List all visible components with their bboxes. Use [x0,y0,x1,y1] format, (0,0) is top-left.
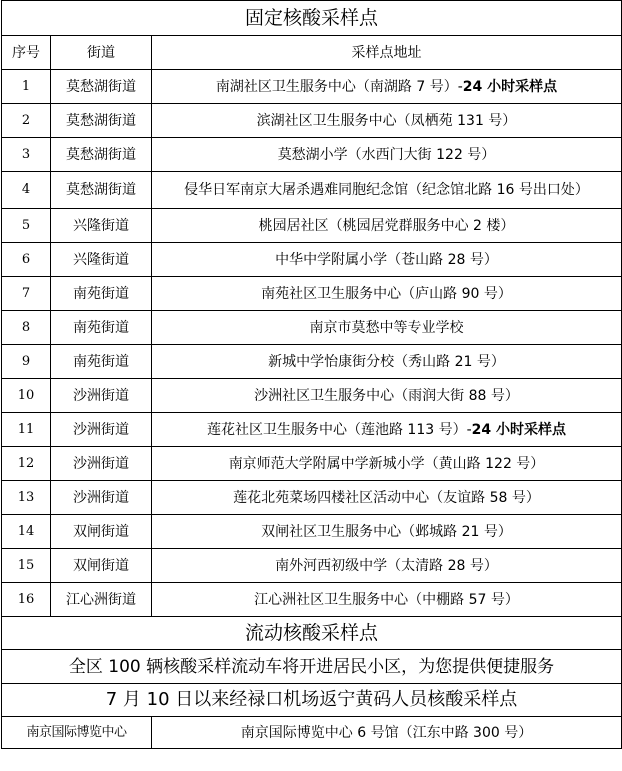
row-address [152,172,622,209]
row-number: 11 [2,413,51,447]
row-number: 7 [2,277,51,311]
header-no: 序号 [2,36,51,70]
row-number: 15 [2,549,51,583]
row-number: 9 [2,345,51,379]
row-street: 沙洲街道 [51,413,152,447]
row-address [152,549,622,583]
row-address [152,379,622,413]
row-street: 莫愁湖街道 [51,138,152,172]
address-text: 滨湖社区卫生服务中心（凤栖苑 131 号） [256,112,517,129]
table-row [2,481,622,515]
airport-sites-title-row [2,684,622,717]
row-street: 莫愁湖街道 [51,104,152,138]
twenty-four-hour-badge: 24 小时采样点 [471,421,567,438]
address-text: 莫愁湖小学（水西门大街 122 号） [277,146,496,163]
row-address [152,209,622,243]
row-number: 13 [2,481,51,515]
row-street: 莫愁湖街道 [51,70,152,104]
row-street: 双闸街道 [51,515,152,549]
row-street: 沙洲街道 [51,481,152,515]
mobile-sites-title-row [2,617,622,650]
row-street: 兴隆街道 [51,209,152,243]
row-street: 江心洲街道 [51,583,152,617]
address-text: 莲花北苑菜场四楼社区活动中心（友谊路 58 号） [233,489,540,506]
address-text: 南京师范大学附属中学新城小学（黄山路 122 号） [228,455,545,472]
address-text: 桃园居社区（桃园居党群服务中心 2 楼） [258,217,515,234]
address-text: 南湖社区卫生服务中心（南湖路 7 号）- [215,78,463,95]
table-row [2,243,622,277]
sampling-sites-table [1,0,622,749]
row-address [152,515,622,549]
table-row [2,413,622,447]
row-number: 3 [2,138,51,172]
table-row [2,172,622,209]
row-number: 2 [2,104,51,138]
address-text: 南苑社区卫生服务中心（庐山路 90 号） [261,285,512,302]
row-number: 16 [2,583,51,617]
table-header-row [2,36,622,70]
row-address [152,413,622,447]
table-row [2,583,622,617]
table-row [2,379,622,413]
header-address: 采样点地址 [152,36,622,70]
row-address [152,345,622,379]
row-address [152,104,622,138]
twenty-four-hour-badge: 24 小时采样点 [462,78,558,95]
mobile-sites-title: 流动核酸采样点 [2,617,622,650]
row-address [152,70,622,104]
address-text: 沙洲社区卫生服务中心（雨润大街 88 号） [254,387,519,404]
row-street: 南苑街道 [51,311,152,345]
table-row [2,345,622,379]
row-number: 14 [2,515,51,549]
row-street: 沙洲街道 [51,379,152,413]
row-address [152,277,622,311]
fixed-sites-title-row [2,1,622,36]
fixed-sites-title: 固定核酸采样点 [2,1,622,36]
row-number: 10 [2,379,51,413]
row-number: 8 [2,311,51,345]
table-row [2,209,622,243]
row-number: 1 [2,70,51,104]
mobile-sites-note-row [2,650,622,684]
row-street: 沙洲街道 [51,447,152,481]
airport-sites-title: 7 月 10 日以来经禄口机场返宁黄码人员核酸采样点 [2,684,622,717]
row-address [152,447,622,481]
airport-site-street: 南京国际博览中心 [2,717,152,749]
address-text: 江心洲社区卫生服务中心（中棚路 57 号） [254,591,519,608]
row-address [152,583,622,617]
row-address [152,243,622,277]
row-address [152,311,622,345]
address-text: 莲花社区卫生服务中心（莲池路 113 号）- [206,421,472,438]
mobile-sites-note: 全区 100 辆核酸采样流动车将开进居民小区，为您提供便捷服务 [2,650,622,684]
table-row [2,138,622,172]
header-street: 街道 [51,36,152,70]
table-row [2,104,622,138]
address-text: 侵华日军南京大屠杀遇难同胞纪念馆（纪念馆北路 16 号出口处） [184,182,589,198]
table-row [2,277,622,311]
table-row [2,549,622,583]
address-text: 双闸社区卫生服务中心（邺城路 21 号） [261,523,512,540]
row-number: 6 [2,243,51,277]
row-street: 南苑街道 [51,277,152,311]
row-street: 双闸街道 [51,549,152,583]
address-text: 南外河西初级中学（太清路 28 号） [275,557,498,574]
table-row [2,515,622,549]
row-address [152,481,622,515]
airport-site-row [2,717,622,749]
row-street: 兴隆街道 [51,243,152,277]
table-row [2,311,622,345]
address-text: 新城中学怡康街分校（秀山路 21 号） [268,353,505,370]
address-text: 南京市莫愁中等专业学校 [309,319,464,336]
row-number: 5 [2,209,51,243]
row-number: 4 [2,172,51,209]
row-street: 南苑街道 [51,345,152,379]
table-row [2,70,622,104]
table-row [2,447,622,481]
row-number: 12 [2,447,51,481]
row-address [152,138,622,172]
address-text: 中华中学附属小学（苍山路 28 号） [275,251,498,268]
airport-site-address: 南京国际博览中心 6 号馆（江东中路 300 号） [152,717,622,749]
row-street: 莫愁湖街道 [51,172,152,209]
